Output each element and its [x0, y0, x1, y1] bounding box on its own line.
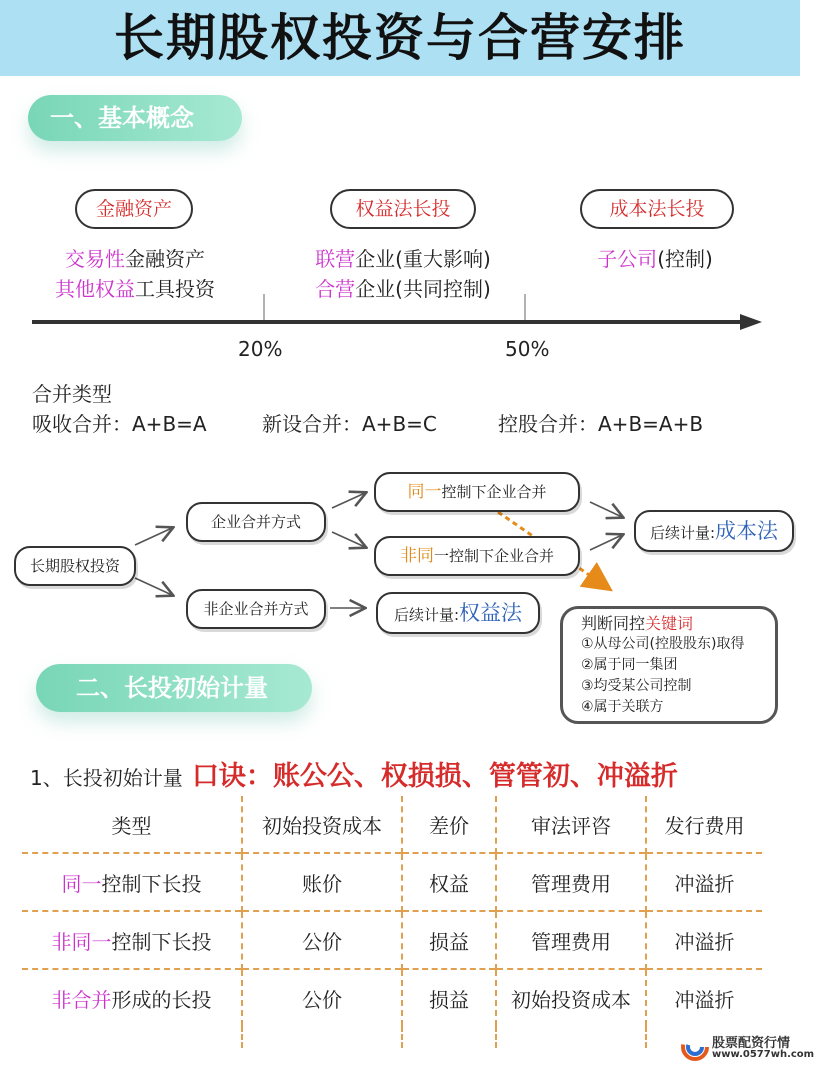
arrow-enterprise-to-diff [332, 532, 365, 547]
mnemonic: 口诀：账公公、权损损、管管初、冲溢折 [191, 761, 678, 792]
table-row [22, 911, 762, 969]
table-header-cell: 类型 [111, 813, 152, 838]
watermark-name: 股票配资行情 [712, 1036, 791, 1051]
table-cell: 冲溢折 [646, 853, 762, 911]
section2-subtitle-line [30, 754, 678, 793]
table-header-cell: 差价 [402, 796, 496, 853]
merge-label: 合并类型 [32, 382, 112, 406]
table-header-cell: 审法评咨 [496, 796, 646, 853]
category-equity-method: 权益法长投 [330, 189, 476, 229]
keyword-item: ④属于关联方 [581, 699, 664, 715]
merge-type-holding: 控股合并：A+B=A+B [498, 412, 704, 436]
table-row-type: 非合并形成的长投 [22, 969, 242, 1026]
table-cell: 损益 [402, 969, 496, 1026]
table-cell: 公价 [242, 911, 402, 969]
table-cell: 初始投资成本 [496, 969, 646, 1026]
table-row [22, 853, 762, 911]
keyword-item: ③均受某公司控制 [581, 678, 692, 694]
arrow-same-to-cost [590, 502, 622, 517]
table-header-cell: 发行费用 [646, 796, 762, 853]
table-cell: 权益 [402, 853, 496, 911]
flow-root: 长期股权投资 [14, 546, 136, 586]
table-row-type: 同一控制下长投 [22, 853, 242, 911]
flow-non-enterprise-merge: 非企业合并方式 [186, 589, 326, 629]
watermark-logo-icon [680, 1032, 710, 1062]
table-header-row [22, 796, 762, 853]
table-header-cell: 初始投资成本 [242, 796, 402, 853]
flow-cost-method: 后续计量:成本法 [634, 510, 794, 552]
section-heading-1: 一、基本概念 [28, 95, 242, 141]
axis-arrow-icon [740, 314, 762, 330]
category-desc-financial: 交易性金融资产 其他权益工具投资 [55, 247, 215, 301]
arrow-diff-to-cost [590, 535, 622, 550]
section2-subtitle: 1、长投初始计量 [30, 766, 183, 790]
table-cell: 冲溢折 [646, 969, 762, 1026]
watermark-url: www.0577wh.com [712, 1049, 814, 1060]
keyword-item: ②属于同一集团 [581, 657, 678, 673]
table-spacer-row [22, 1026, 762, 1048]
table-row [22, 969, 762, 1026]
flow-equity-method: 后续计量:权益法 [376, 592, 540, 634]
category-financial-assets: 金融资产 [75, 189, 193, 229]
arrow-enterprise-to-same [332, 493, 365, 508]
table-cell: 账价 [242, 853, 402, 911]
page-title: 长期股权投资与合营安排 [114, 9, 686, 67]
keyword-item: ①从母公司(控股股东)取得 [581, 636, 745, 652]
category-cost-method: 成本法长投 [580, 189, 734, 229]
merge-type-new: 新设合并：A+B=C [262, 412, 437, 436]
arrow-root-to-enterprise [135, 528, 172, 545]
arrow-root-to-non-enterprise [135, 578, 172, 595]
threshold-20: 20% [238, 337, 283, 361]
watermark [680, 1030, 814, 1064]
keywords-title: 判断同控关键词 [581, 614, 694, 633]
section-heading-2: 二、长投初始计量 [36, 664, 312, 712]
table-cell: 管理费用 [496, 853, 646, 911]
ownership-axis [0, 290, 800, 350]
category-desc-cost: 子公司(控制) [597, 247, 713, 271]
merge-type-absorb: 吸收合并：A+B=A [32, 412, 207, 436]
category-desc-equity: 联营企业(重大影响) 合营企业(共同控制) [315, 247, 491, 301]
initial-measurement-table [22, 796, 762, 1048]
flow-same-control: 同一控制下企业合并 [374, 472, 580, 512]
table-row-type: 非同一控制下长投 [22, 911, 242, 969]
threshold-50: 50% [505, 337, 550, 361]
table-cell: 公价 [242, 969, 402, 1026]
flow-enterprise-merge: 企业合并方式 [186, 502, 326, 542]
table-cell: 损益 [402, 911, 496, 969]
keywords-box [560, 606, 778, 724]
table-cell: 管理费用 [496, 911, 646, 969]
flow-diff-control: 非同一控制下企业合并 [374, 536, 580, 576]
table-cell: 冲溢折 [646, 911, 762, 969]
